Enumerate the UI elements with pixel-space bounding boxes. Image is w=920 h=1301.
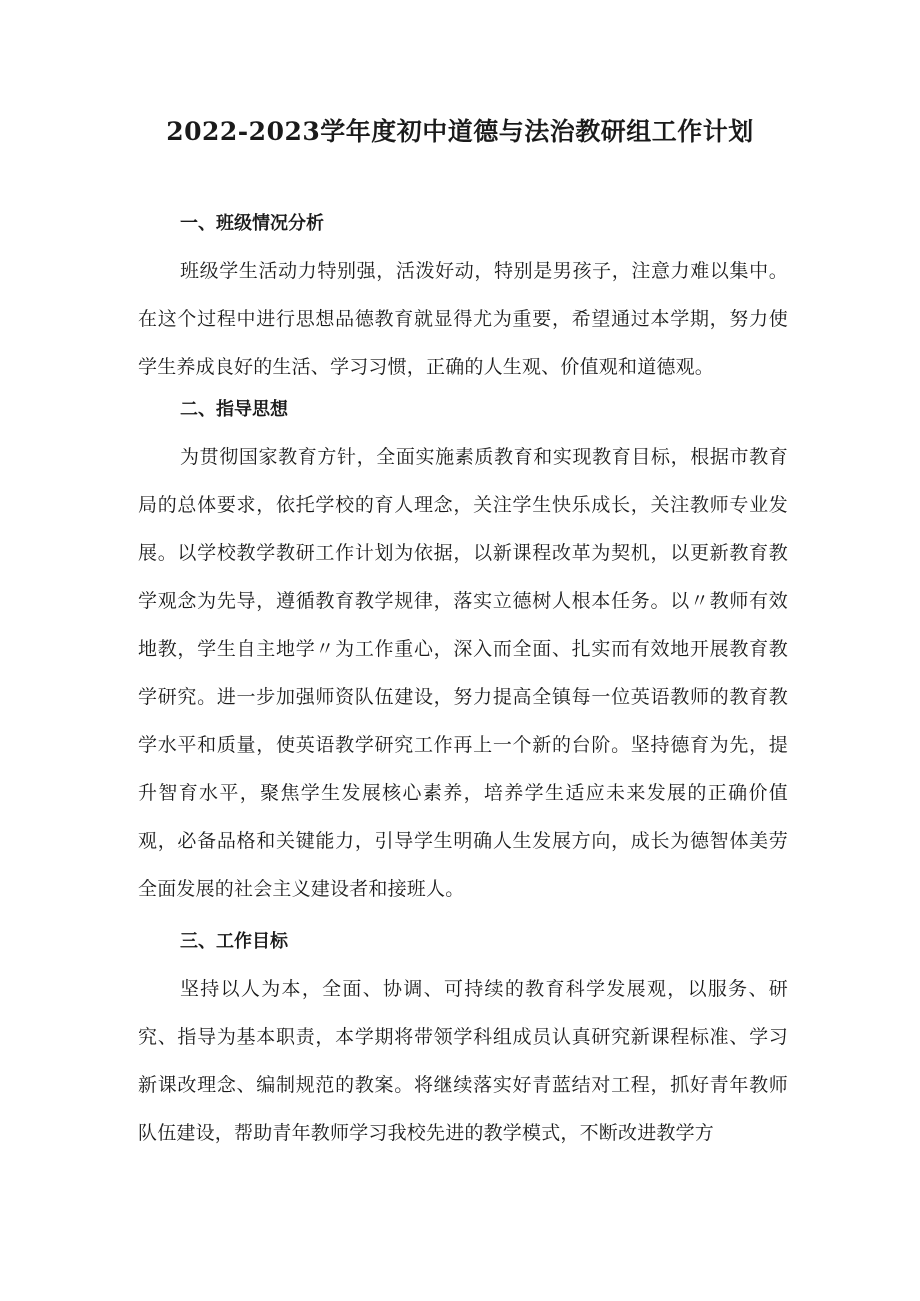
document-title: 2022-2023学年度初中道德与法治教研组工作计划 <box>166 117 754 146</box>
section-paragraph: 班级学生活动力特别强，活泼好动，特别是男孩子，注意力难以集中。在这个过程中进行思想品德教育就显得尤为重要，希望通过本学期，努力使学生养成良好的生活、学习习惯，正确的人生观、价值观和道德观。 <box>138 260 788 378</box>
document-body <box>138 205 788 1157</box>
section-heading: 二、指导思想 <box>180 399 288 420</box>
section-guiding-ideology <box>138 391 788 913</box>
section-paragraph: 为贯彻国家教育方针，全面实施素质教育和实现教育目标，根据市教育局的总体要求，依托学校的育人理念，关注学生快乐成长，关注教师专业发展。以学校教学教研工作计划为依据，以新课程改革为契机，以更新教育教学观念为先导，遵循教育教学规律，落实立德树人根本任务。以〃教师有效地教，学生自主地学〃为工作重心，深入而全面、扎实而有效地开展教育教学研究。进一步加强师资队伍建设，努力提高全镇每一位英语教师的教育教学水平和质量，使英语教学研究工作再上一个新的台阶。坚持德育为先，提升智育水平，聚焦学生发展核心素养，培养学生适应未来发展的正确价值观，必备品格和关键能力，引导学生明确人生发展方向，成长为德智体美劳全面发展的社会主义建设者和接班人。 <box>138 446 788 900</box>
section-class-analysis <box>138 205 788 391</box>
section-paragraph: 坚持以人为本，全面、协调、可持续的教育科学发展观，以服务、研究、指导为基本职责，本学期将带领学科组成员认真研究新课程标准、学习新课改理念、编制规范的教案。将继续落实好青蓝结对工程，抓好青年教师队伍建设，帮助青年教师学习我校先进的教学模式，不断改进教学方 <box>138 978 788 1144</box>
section-heading: 一、班级情况分析 <box>180 213 324 234</box>
section-work-goals <box>138 923 788 1157</box>
section-heading: 三、工作目标 <box>180 931 288 952</box>
